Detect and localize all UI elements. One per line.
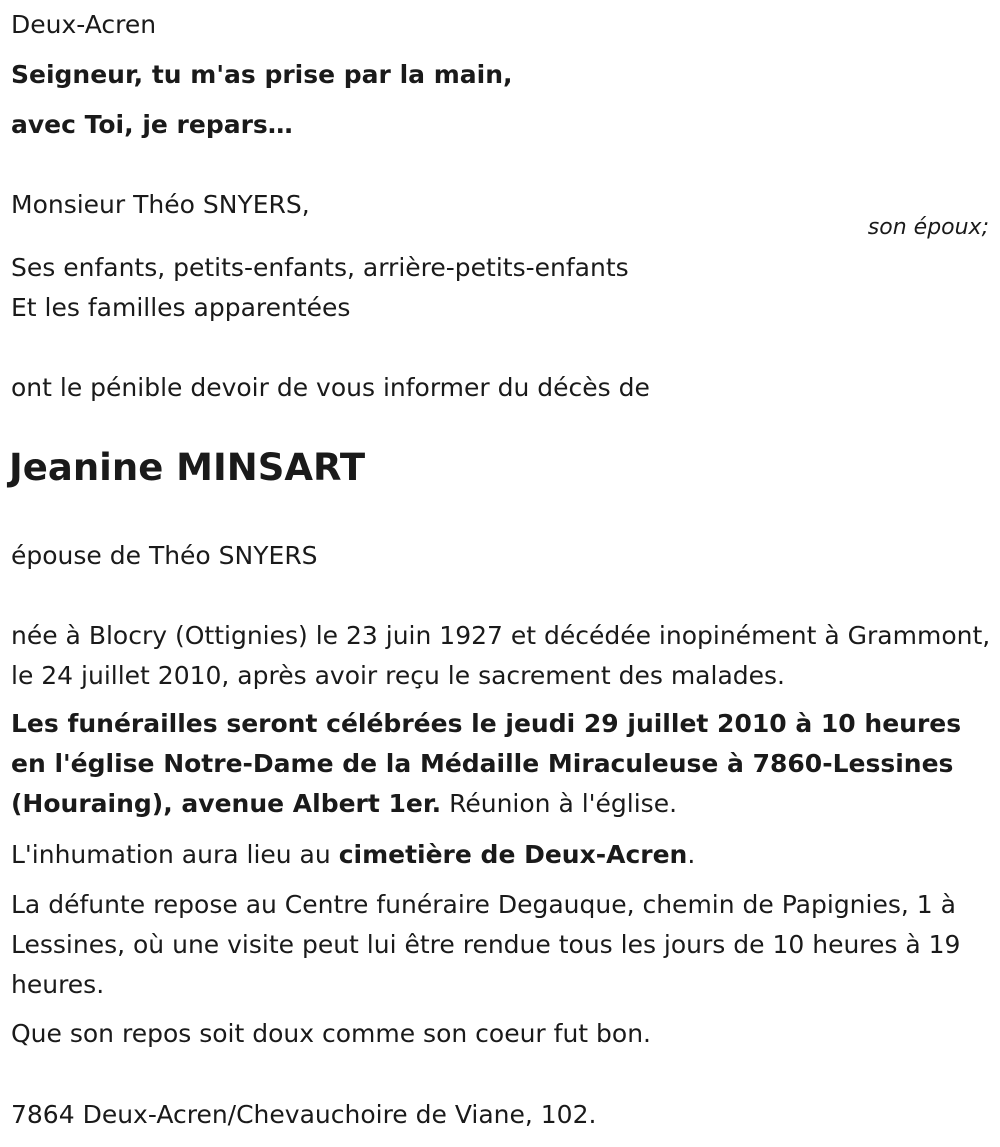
- spouse-name: Monsieur Théo SNYERS,: [11, 190, 310, 219]
- funeral-meeting: Réunion à l'église.: [449, 789, 678, 818]
- children-line: Ses enfants, petits-enfants, arrière-petits-enfants: [11, 253, 629, 282]
- birth-death-paragraph: née à Blocry (Ottignies) le 23 juin 1927 et décédée inopinément à Grammont, le 24 juillet 2010, après avoir reçu le sacrement des malades.: [11, 621, 991, 690]
- announcement-text: ont le pénible devoir de vous informer du décès de: [11, 373, 650, 402]
- repose-paragraph: La défunte repose au Centre funéraire Degauque, chemin de Papignies, 1 à Lessines, où une visite peut lui être rendue tous les jours de 10 heures à 19 heures.: [11, 890, 961, 999]
- burial-suffix: .: [687, 840, 696, 869]
- funeral-paragraph: [11, 704, 991, 824]
- location-header: Deux-Acren: [11, 10, 157, 39]
- closing-line: Que son repos soit doux comme son coeur fut bon.: [11, 1019, 652, 1048]
- relatives-line: Et les familles apparentées: [11, 293, 351, 322]
- epigraph-line-1: Seigneur, tu m'as prise par la main,: [11, 60, 513, 89]
- funeral-details: Les funérailles seront célébrées le jeudi 29 juillet 2010 à 10 heures en l'église Notre-Dame de la Médaille Miraculeuse à 7860-Lessines (Houraing), avenue Albert 1er.: [11, 709, 962, 818]
- burial-paragraph: [11, 835, 991, 875]
- address-line: 7864 Deux-Acren/Chevauchoire de Viane, 102.: [11, 1100, 597, 1129]
- spouse-relation: son époux;: [867, 215, 989, 240]
- deceased-name: Jeanine MINSART: [9, 446, 366, 489]
- burial-place: cimetière de Deux-Acren: [338, 840, 688, 869]
- burial-prefix: L'inhumation aura lieu au: [11, 840, 339, 869]
- epigraph-line-2: avec Toi, je repars…: [11, 110, 293, 139]
- spouse-of-text: épouse de Théo SNYERS: [11, 541, 318, 570]
